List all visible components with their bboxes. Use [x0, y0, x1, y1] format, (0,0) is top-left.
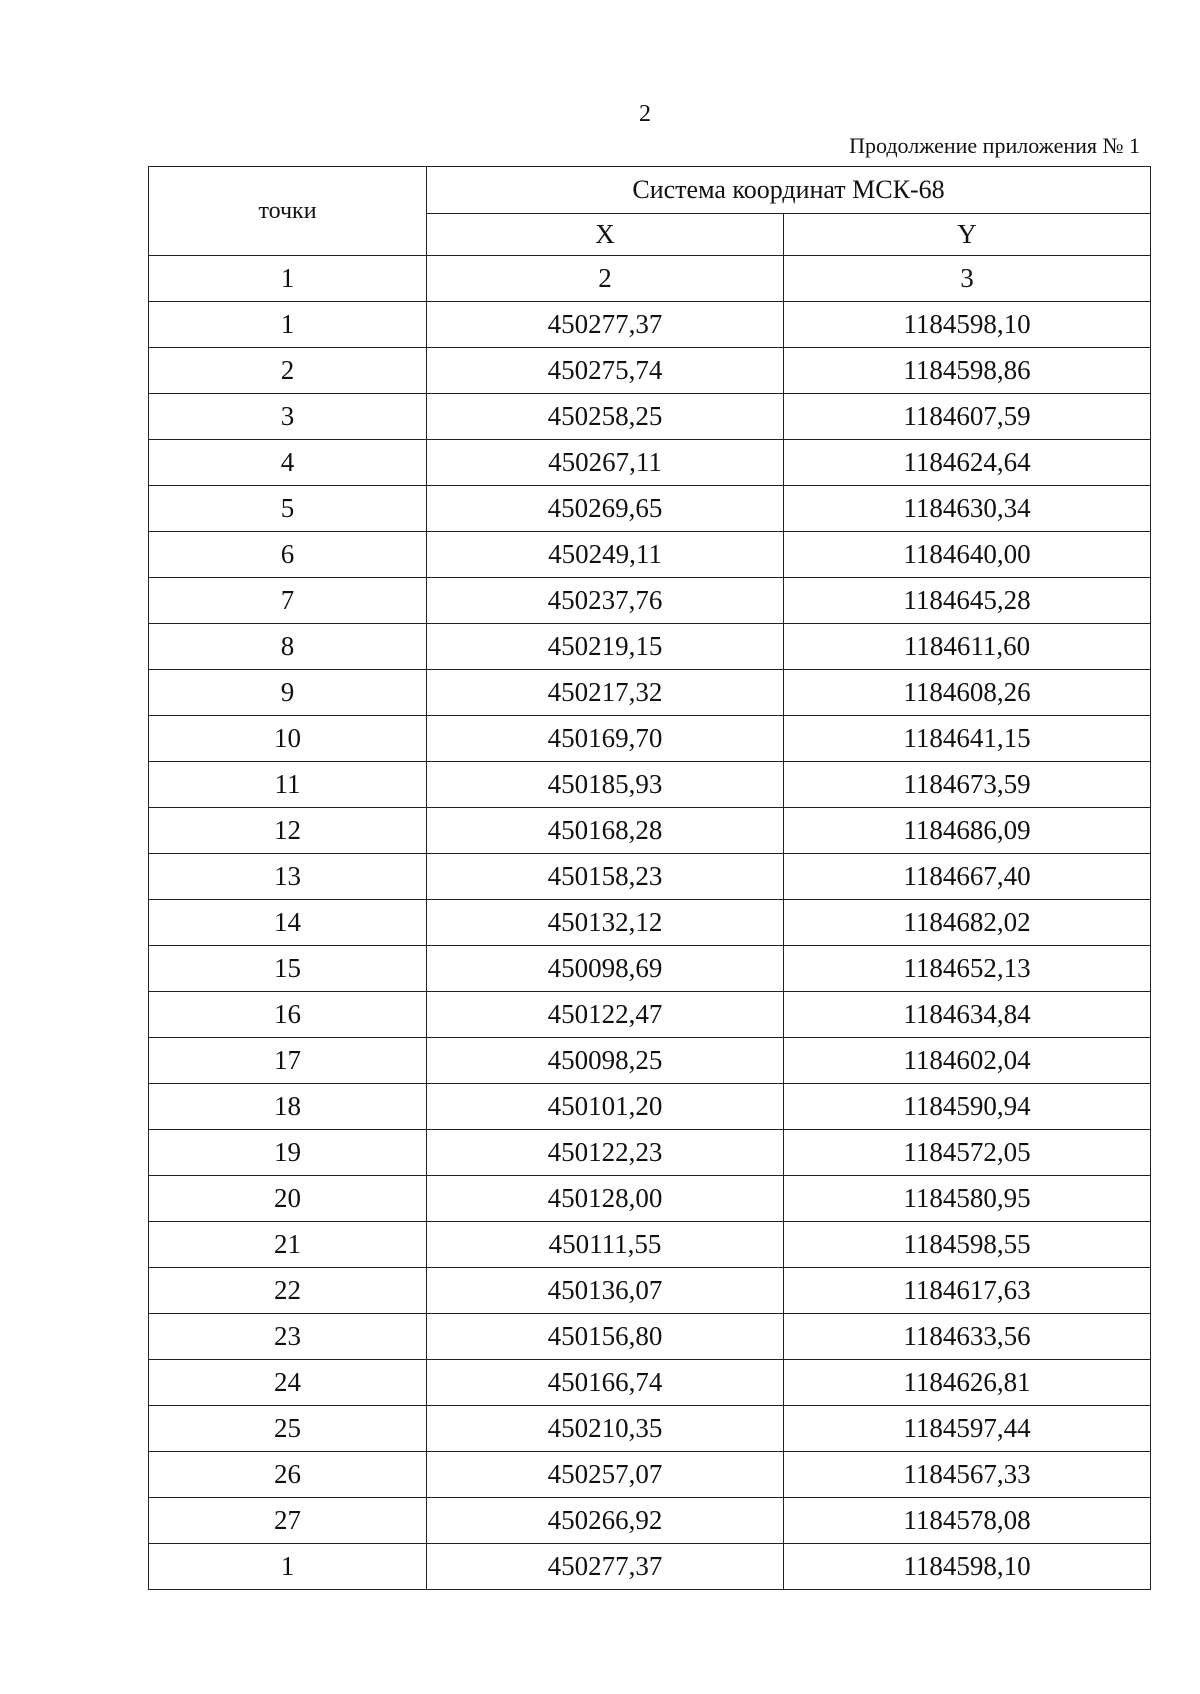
table-row	[149, 302, 1151, 348]
x-coordinate-cell: 450169,70	[427, 716, 784, 762]
table-row	[149, 1038, 1151, 1084]
table-row	[149, 532, 1151, 578]
table-row	[149, 1268, 1151, 1314]
header-row	[149, 167, 1151, 214]
point-number-cell: 7	[149, 578, 427, 624]
x-coordinate-cell: 450185,93	[427, 762, 784, 808]
point-number-cell: 16	[149, 992, 427, 1038]
x-coordinate-cell: 450258,25	[427, 394, 784, 440]
x-coordinate-cell: 450136,07	[427, 1268, 784, 1314]
x-coordinate-cell: 450128,00	[427, 1176, 784, 1222]
y-coordinate-cell: 1184598,86	[784, 348, 1151, 394]
page-number: 2	[639, 101, 651, 127]
y-coordinate-cell: 1184598,55	[784, 1222, 1151, 1268]
y-coordinate-cell: 1184667,40	[784, 854, 1151, 900]
coordinates-table	[148, 166, 1151, 1590]
y-coordinate-cell: 1184624,64	[784, 440, 1151, 486]
table-row	[149, 624, 1151, 670]
table-row	[149, 992, 1151, 1038]
column-number-row	[149, 256, 1151, 302]
point-number-cell: 13	[149, 854, 427, 900]
y-coordinate-cell: 1184580,95	[784, 1176, 1151, 1222]
continuation-note: Продолжение приложения № 1	[849, 133, 1140, 158]
table-row	[149, 1130, 1151, 1176]
x-coordinate-cell: 450122,23	[427, 1130, 784, 1176]
point-number-cell: 24	[149, 1360, 427, 1406]
point-number-cell: 18	[149, 1084, 427, 1130]
point-number-cell: 2	[149, 348, 427, 394]
x-coordinate-cell: 450158,23	[427, 854, 784, 900]
point-number-cell: 10	[149, 716, 427, 762]
y-coordinate-cell: 1184590,94	[784, 1084, 1151, 1130]
table-row	[149, 1452, 1151, 1498]
column-number: 2	[427, 256, 784, 302]
y-coordinate-cell: 1184572,05	[784, 1130, 1151, 1176]
table-row	[149, 1314, 1151, 1360]
x-coordinate-cell: 450101,20	[427, 1084, 784, 1130]
x-coordinate-cell: 450277,37	[427, 302, 784, 348]
x-coordinate-cell: 450266,92	[427, 1498, 784, 1544]
point-number-cell: 11	[149, 762, 427, 808]
table-row	[149, 1406, 1151, 1452]
x-coordinate-cell: 450277,37	[427, 1544, 784, 1590]
table-row	[149, 762, 1151, 808]
x-coordinate-cell: 450210,35	[427, 1406, 784, 1452]
column-number: 3	[784, 256, 1151, 302]
point-number-cell: 6	[149, 532, 427, 578]
x-coordinate-cell: 450111,55	[427, 1222, 784, 1268]
x-coordinate-cell: 450275,74	[427, 348, 784, 394]
y-coordinate-cell: 1184602,04	[784, 1038, 1151, 1084]
x-coordinate-cell: 450098,25	[427, 1038, 784, 1084]
point-number-cell: 3	[149, 394, 427, 440]
x-coordinate-cell: 450269,65	[427, 486, 784, 532]
point-number-cell: 23	[149, 1314, 427, 1360]
x-coordinate-cell: 450257,07	[427, 1452, 784, 1498]
table-row	[149, 1176, 1151, 1222]
table-row	[149, 1544, 1151, 1590]
x-coordinate-cell: 450219,15	[427, 624, 784, 670]
point-number-cell: 17	[149, 1038, 427, 1084]
coordinate-system-header: Система координат МСК-68	[427, 167, 1151, 214]
y-coordinate-cell: 1184641,15	[784, 716, 1151, 762]
point-number-cell: 25	[149, 1406, 427, 1452]
x-coordinate-cell: 450267,11	[427, 440, 784, 486]
table-row	[149, 670, 1151, 716]
y-coordinate-cell: 1184673,59	[784, 762, 1151, 808]
points-header: точки	[149, 167, 427, 256]
y-coordinate-cell: 1184686,09	[784, 808, 1151, 854]
point-number-cell: 21	[149, 1222, 427, 1268]
y-coordinate-cell: 1184645,28	[784, 578, 1151, 624]
y-coordinate-cell: 1184611,60	[784, 624, 1151, 670]
table-row	[149, 900, 1151, 946]
column-number: 1	[149, 256, 427, 302]
point-number-cell: 5	[149, 486, 427, 532]
point-number-cell: 9	[149, 670, 427, 716]
x-coordinate-cell: 450237,76	[427, 578, 784, 624]
y-coordinate-cell: 1184578,08	[784, 1498, 1151, 1544]
point-number-cell: 20	[149, 1176, 427, 1222]
point-number-cell: 26	[149, 1452, 427, 1498]
x-coordinate-cell: 450122,47	[427, 992, 784, 1038]
y-coordinate-cell: 1184567,33	[784, 1452, 1151, 1498]
point-number-cell: 15	[149, 946, 427, 992]
table-row	[149, 1360, 1151, 1406]
table-row	[149, 578, 1151, 624]
point-number-cell: 1	[149, 1544, 427, 1590]
table-row	[149, 1498, 1151, 1544]
point-number-cell: 4	[149, 440, 427, 486]
table-row	[149, 1222, 1151, 1268]
y-coordinate-cell: 1184640,00	[784, 532, 1151, 578]
y-coordinate-cell: 1184630,34	[784, 486, 1151, 532]
x-coordinate-cell: 450168,28	[427, 808, 784, 854]
table-row	[149, 808, 1151, 854]
y-coordinate-cell: 1184682,02	[784, 900, 1151, 946]
y-coordinate-cell: 1184598,10	[784, 302, 1151, 348]
y-coordinate-cell: 1184633,56	[784, 1314, 1151, 1360]
y-header: Y	[784, 214, 1151, 256]
y-coordinate-cell: 1184626,81	[784, 1360, 1151, 1406]
table-row	[149, 440, 1151, 486]
point-number-cell: 22	[149, 1268, 427, 1314]
x-header: X	[427, 214, 784, 256]
table-row	[149, 716, 1151, 762]
table-row	[149, 946, 1151, 992]
y-coordinate-cell: 1184597,44	[784, 1406, 1151, 1452]
x-coordinate-cell: 450098,69	[427, 946, 784, 992]
table-row	[149, 854, 1151, 900]
table-row	[149, 1084, 1151, 1130]
table-row	[149, 486, 1151, 532]
x-coordinate-cell: 450132,12	[427, 900, 784, 946]
y-coordinate-cell: 1184598,10	[784, 1544, 1151, 1590]
table-row	[149, 394, 1151, 440]
point-number-cell: 14	[149, 900, 427, 946]
x-coordinate-cell: 450156,80	[427, 1314, 784, 1360]
y-coordinate-cell: 1184634,84	[784, 992, 1151, 1038]
point-number-cell: 27	[149, 1498, 427, 1544]
point-number-cell: 12	[149, 808, 427, 854]
point-number-cell: 1	[149, 302, 427, 348]
x-coordinate-cell: 450249,11	[427, 532, 784, 578]
table-row	[149, 348, 1151, 394]
x-coordinate-cell: 450217,32	[427, 670, 784, 716]
point-number-cell: 8	[149, 624, 427, 670]
y-coordinate-cell: 1184652,13	[784, 946, 1151, 992]
x-coordinate-cell: 450166,74	[427, 1360, 784, 1406]
y-coordinate-cell: 1184607,59	[784, 394, 1151, 440]
y-coordinate-cell: 1184617,63	[784, 1268, 1151, 1314]
y-coordinate-cell: 1184608,26	[784, 670, 1151, 716]
point-number-cell: 19	[149, 1130, 427, 1176]
